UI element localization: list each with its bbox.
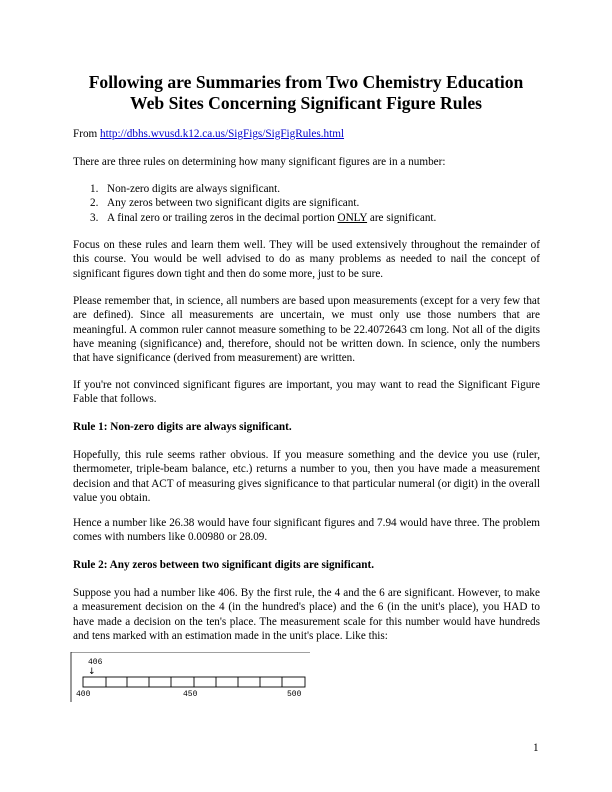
rule2-paragraph: Suppose you had a number like 406. By the first rule, the 4 and the 6 are significant. However, to make a measurement decision on the 4 (in the hundred's place) and the 6 (in the unit's place), you HAD to have made a decision on the ten's place. The measurement scale for this number would have hundreds and tens marked with an estimation made in the unit's place. Like this: (73, 587, 540, 642)
list-text-emphasis: ONLY (337, 211, 368, 224)
intro-paragraph: There are three rules on determining how many significant figures are in a number: (73, 156, 446, 168)
tick-label-400: 400 (76, 690, 91, 699)
remember-paragraph: Please remember that, in science, all numbers are based upon measurements (except for a very few that are defined). Since all measurements are uncertain, we must only use those numbers that are meaningful. A common ruler cannot measure something to be 22.4072643 cm long. Not all of the digits have meaning (significance) and, therefore, should not be written down. In science, only the numbers that have significance (derived from measurement) are written. (73, 295, 540, 365)
list-number: 2. (90, 197, 99, 210)
list-number: 3. (90, 211, 99, 224)
title-line-2: Web Sites Concerning Significant Figure Rules (129, 93, 483, 113)
rule2-heading: Rule 2: Any zeros between two significant digits are significant. (73, 559, 375, 571)
marker-label: 406 (88, 658, 103, 667)
source-link[interactable]: http://dbhs.wvusd.k12.ca.us/SigFigs/SigFigRules.html (100, 128, 345, 140)
list-item (73, 211, 540, 225)
title-line-1: Following are Summaries from Two Chemistry Education (88, 72, 524, 92)
page-number: 1 (533, 742, 539, 754)
list-number: 1. (90, 183, 99, 195)
rule1-heading: Rule 1: Non-zero digits are always significant. (73, 421, 292, 433)
list-item (73, 196, 540, 210)
rule1-example-paragraph: Hence a number like 26.38 would have four significant figures and 7.94 would have three. The problem comes with numbers like 0.00980 or 28.09. (73, 517, 540, 544)
fable-paragraph: If you're not convinced significant figures are important, you may want to read the Significant Figure Fable that follows. (73, 379, 540, 406)
rule1-paragraph: Hopefully, this rule seems rather obvious. If you measure something and the device you use (ruler, thermometer, triple-beam balance, etc.) returns a number to you, then you have made a measurement decision and that ACT of measuring gives significance to that particular numeral (or digit) in the overall value you obtain. (73, 449, 540, 504)
source-line (73, 127, 540, 141)
list-text-after: are significant. (367, 211, 437, 224)
list-item (73, 182, 540, 196)
list-text: Non-zero digits are always significant. (107, 183, 281, 195)
rules-list (73, 182, 540, 225)
page-title (60, 72, 552, 114)
tick-label-450: 450 (183, 690, 198, 699)
list-text: Any zeros between two significant digits are significant. (107, 197, 360, 210)
focus-paragraph: Focus on these rules and learn them well. They will be used extensively throughout the remainder of this course. You would be well advised to do as many problems as needed to nail the concept of significant figures down tight and then do some more, just to be sure. (73, 239, 540, 280)
list-text-before: A final zero or trailing zeros in the decimal portion (107, 211, 338, 224)
from-label: From (73, 128, 101, 140)
marker-arrow-icon: ↓ (88, 667, 96, 677)
tick-label-500: 500 (287, 690, 302, 699)
measurement-scale-diagram (70, 652, 315, 704)
